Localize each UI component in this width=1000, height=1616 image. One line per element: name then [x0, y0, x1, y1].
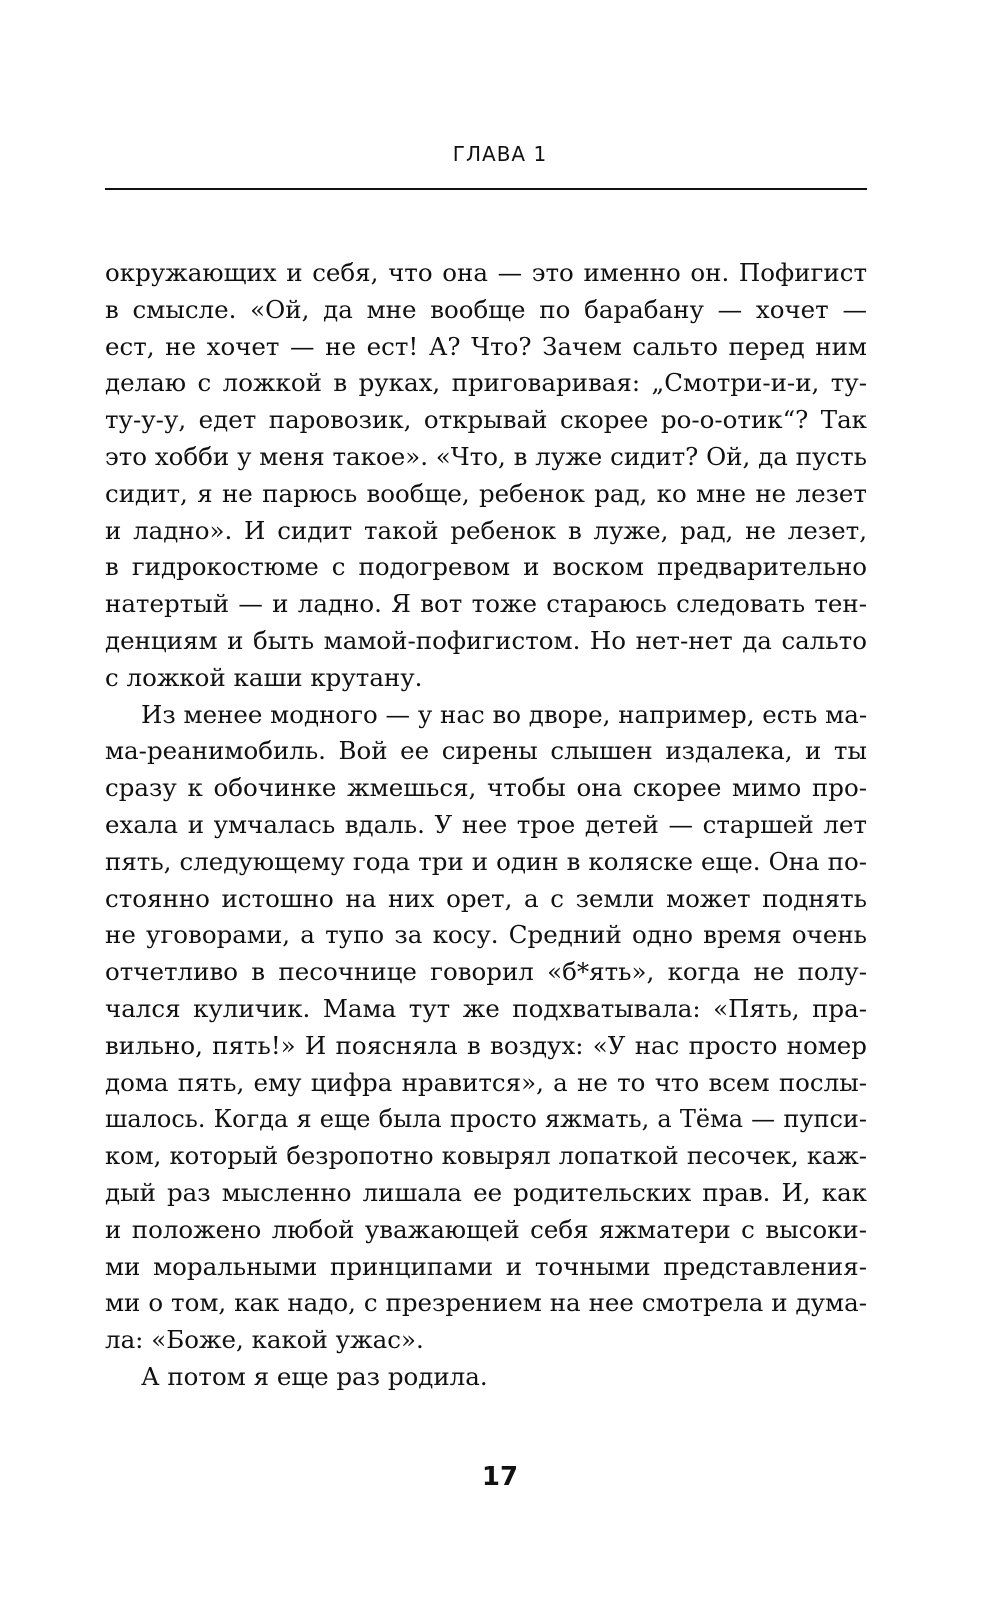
text-line: ми моральными принципами и точными представления-: [105, 1251, 867, 1281]
text-line: и ладно». И сидит такой ребенок в луже, рад, не лезет,: [105, 515, 867, 545]
text-line: чался куличик. Мама тут же подхватывала: «Пять, пра-: [105, 993, 867, 1023]
text-line: окружающих и себя, что она — это именно он. Пофигист: [105, 258, 867, 287]
text-line: в гидрокостюме с подогревом и воском предварительно: [105, 552, 867, 582]
text-line: дома пять, ему цифра нравится», а не то что всем послы-: [105, 1067, 867, 1097]
header-rule: [105, 188, 867, 190]
text-line: сразу к обочинке жмешься, чтобы она скорее мимо про-: [105, 773, 867, 803]
body-text: [105, 255, 867, 1396]
text-line: в смысле. «Ой, да мне вообще по барабану — хочет —: [105, 294, 867, 324]
text-line: ми о том, как надо, с презрением на нее смотрела и дума-: [105, 1288, 867, 1318]
text-line: ла: «Боже, какой ужас».: [105, 1325, 424, 1355]
text-line: отчетливо в песочнице говорил «б*ять», когда не полу-: [105, 957, 867, 987]
text-line: А потом я еще раз родила.: [141, 1361, 488, 1391]
text-line: ехала и умчалась вдаль. У нее трое детей — старшей лет: [105, 809, 867, 839]
text-line: дый раз мысленно лишала ее родительских прав. И, как: [105, 1177, 867, 1207]
text-line: стоянно истошно на них орет, а с земли может поднять: [105, 883, 867, 913]
text-line: это хобби у меня такое». «Что, в луже сидит? Ой, да пусть: [105, 441, 867, 471]
text-line: денциям и быть мамой-пофигистом. Но нет-нет да сальто: [105, 625, 867, 655]
text-line: натертый — и ладно. Я вот тоже стараюсь следовать тен-: [105, 589, 867, 619]
text-line: ма-реанимобиль. Вой ее сирены слышен издалека, и ты: [105, 736, 867, 766]
text-line: Из менее модного — у нас во дворе, например, есть ма-: [141, 699, 868, 729]
text-line: ест, не хочет — не ест! А? Что? Зачем сальто перед ним: [105, 331, 867, 361]
text-line: ком, который безропотно ковырял лопаткой песочек, каж-: [105, 1141, 867, 1171]
text-line: шалось. Когда я еще была просто яжмать, а Тёма — пупси-: [105, 1105, 867, 1134]
text-line: сидит, я не парюсь вообще, ребенок рад, ко мне не лезет: [105, 478, 867, 508]
text-line: делаю с ложкой в руках, приговаривая: „Смотри-и-и, ту-: [105, 368, 867, 398]
page-number: 17: [481, 1462, 519, 1492]
text-line: пять, следующему года три и один в коляске еще. Она по-: [105, 846, 867, 876]
text-line: и положено любой уважающей себя яжматери с высоки-: [105, 1214, 867, 1244]
text-line: ту-у-у, едет паровозик, открывай скорее ро-о-отик“? Так: [105, 405, 867, 435]
text-line: с ложкой каши крутану.: [105, 662, 423, 692]
running-title: ГЛАВА 1: [452, 142, 548, 166]
text-line: вильно, пять!» И поясняла в воздух: «У нас просто номер: [105, 1030, 867, 1060]
text-line: не уговорами, а тупо за косу. Средний одно время очень: [105, 920, 867, 950]
